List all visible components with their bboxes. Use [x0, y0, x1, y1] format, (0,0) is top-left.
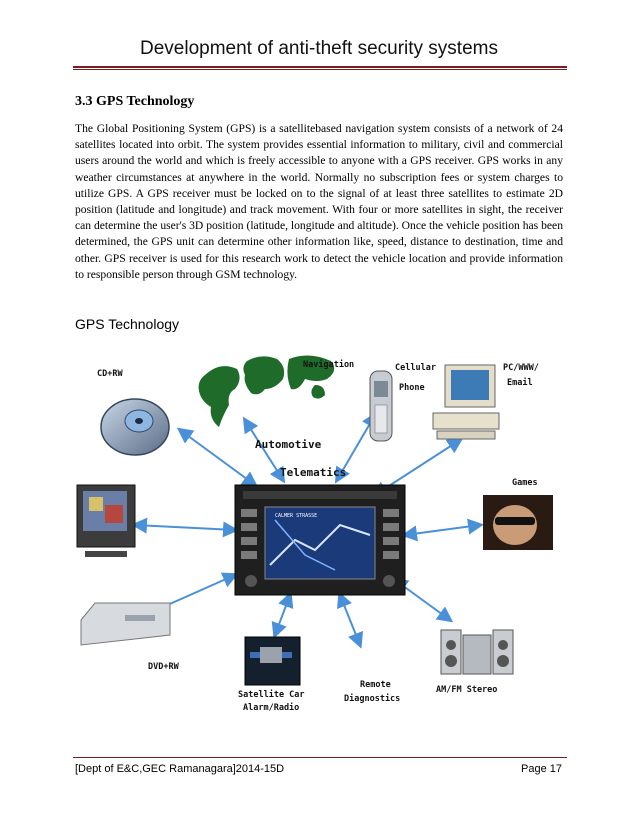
arrow-cd — [180, 430, 255, 485]
label-pc: PC/WWW/ — [503, 363, 539, 373]
label-dvd: DVD+RW — [148, 662, 179, 672]
label-phone: Phone — [399, 383, 425, 393]
label-cd: CD+RW — [97, 369, 123, 379]
label-remote-line1: Remote — [360, 680, 391, 690]
page-header-title: Development of anti-theft security systems — [140, 38, 498, 59]
car-navigation-unit — [235, 485, 405, 595]
label-satellite-line1: Satellite Car — [238, 690, 305, 700]
label-remote-line2: Diagnostics — [344, 694, 401, 704]
dvd-player-image — [81, 603, 170, 645]
arrow-tv — [135, 525, 235, 530]
label-stereo: AM/FM Stereo — [436, 685, 498, 695]
center-title-telematics: Telematics — [280, 466, 347, 479]
pc-computer-image — [433, 365, 499, 439]
label-satellite-line2: Alarm/Radio — [243, 703, 300, 713]
television-image — [77, 485, 135, 557]
footer-page-number: Page 17 — [521, 763, 562, 775]
arrow-games — [405, 525, 480, 535]
arrow-remote — [340, 595, 360, 645]
label-cellular: Cellular — [395, 363, 436, 373]
gps-telematics-figure — [75, 345, 565, 715]
footer-department: [Dept of E&C,GEC Ramanagara]2014-15D — [75, 763, 285, 775]
satellite-alarm-image — [245, 637, 300, 685]
cd-player-image — [101, 399, 169, 455]
telematics-diagram — [75, 345, 565, 715]
footer-rule — [73, 757, 567, 758]
label-navigation: Navigation — [303, 360, 355, 370]
header-rule — [73, 66, 567, 68]
label-email: Email — [507, 378, 533, 388]
header-rule-thin — [73, 69, 567, 70]
figure-caption: GPS Technology — [75, 316, 180, 332]
section-heading: 3.3 GPS Technology — [75, 94, 195, 109]
body-paragraph: The Global Positioning System (GPS) is a satellitebased navigation system consists of a network of 24 satellites located into orbit. The system provides essential information to military, civil and commercial users around the world and which is freely accessible to anyone with a GPS receiver. GPS works in any weather circumstances at anywhere in the world. Normally no subscription fees or system charges to utilize GPS. A GPS receiver must be locked on to the signal of at least three satellites to estimate 2D position (latitude and longitude) and track movement. With four or more satellites in sight, the receiver can determine the user's 3D position (latitude, longitude and altitude). Once the vehicle position has been determined, the GPS unit can determine other information like, speed, distance to destination, time and other. GPS receiver is used for this research work to detect the vehicle location and provide information to responsible person through GSM technology. — [75, 122, 563, 281]
cellular-phone-image — [370, 371, 392, 441]
center-title-automotive: Automotive — [255, 438, 322, 451]
games-image — [483, 495, 553, 550]
screen-street-text: CALMER STRASSE — [275, 513, 318, 519]
arrow-satellite — [275, 595, 290, 635]
stereo-image — [441, 630, 513, 674]
label-games: Games — [512, 478, 538, 488]
